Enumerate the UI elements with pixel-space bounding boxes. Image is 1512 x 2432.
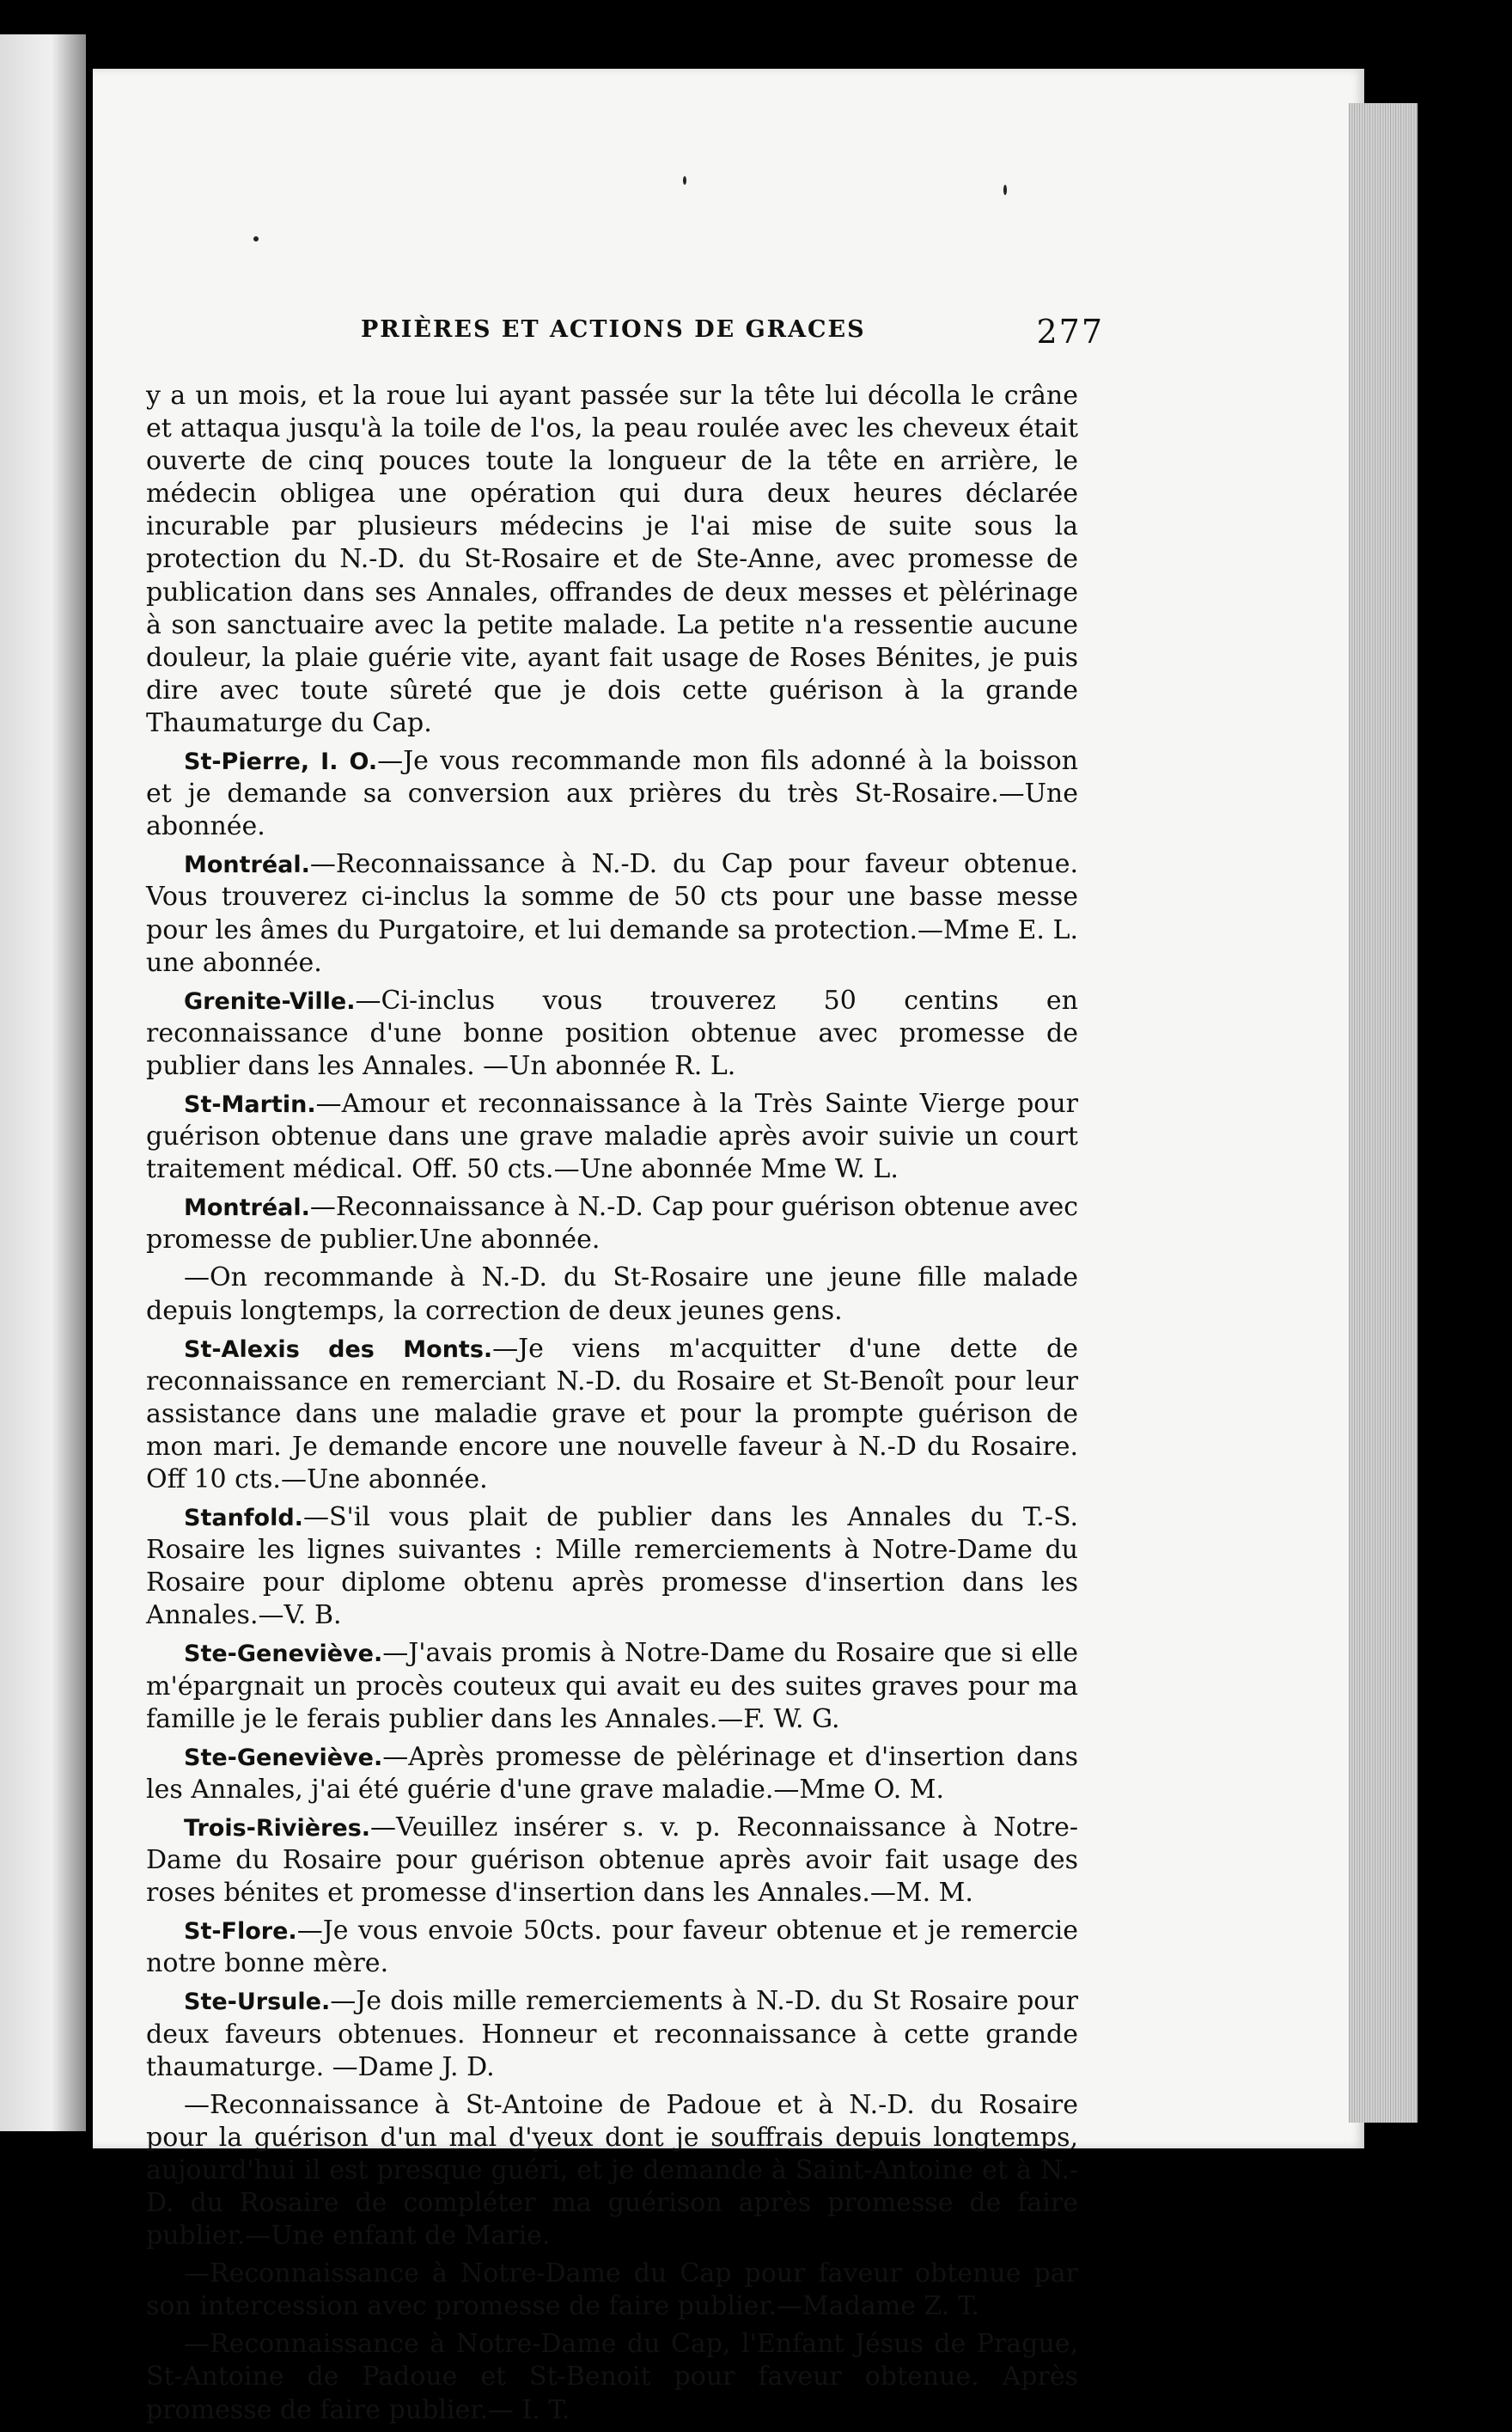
paragraph-text: —Je vous recommande mon fils adonné à la boisson et je demande sa conversion aux prières du très St-Rosaire.—Une abonnée. (146, 746, 1078, 842)
place-name: St-Alexis des Monts. (184, 1335, 493, 1363)
testimony-paragraph (146, 985, 1078, 1083)
testimony-paragraph (146, 1088, 1078, 1186)
place-name: Ste-Geneviève. (184, 1744, 383, 1771)
testimony-paragraph (146, 2089, 1078, 2252)
speck (1003, 185, 1007, 195)
testimony-paragraph (146, 2328, 1078, 2426)
testimony-paragraph (146, 1812, 1078, 1910)
place-name: Stanfold. (184, 1505, 303, 1532)
speck (683, 176, 686, 185)
testimony-paragraph (146, 1501, 1078, 1632)
paragraph-text: —Reconnaissance à N.-D. Cap pour guérison obtenue avec promesse de publier.Une abonnée. (146, 1192, 1078, 1256)
paragraph-text: —Je viens m'acquitter d'une dette de reconnaissance en remerciant N.-D. du Rosaire et St-Benoît pour leur assistance dans une maladie grave et pour la prompte guérison de mon mari. Je demande encore une nouvelle faveur à N.-D du Rosaire. Off 10 cts.—Une abonnée. (146, 1333, 1078, 1494)
place-name: Montréal. (184, 1195, 310, 1222)
testimony-paragraph (146, 745, 1078, 843)
paragraph-text: —Ci-inclus vous trouverez 50 centins en reconnaissance d'une bonne position obtenue avec promesse de publier dans les Annales. —Un abonnée R. L. (146, 985, 1078, 1081)
place-name: Ste-Geneviève. (184, 1641, 383, 1668)
paragraph-text: —Amour et reconnaissance à la Très Sainte Vierge pour guérison obtenue dans une grave maladie après avoir suivie un court traitement médical. Off. 50 cts.—Une abonnée Mme W. L. (146, 1088, 1078, 1185)
running-header: PRIÈRES ET ACTIONS DE GRACES (361, 316, 866, 343)
background-shadow (1418, 120, 1512, 2105)
speck (253, 236, 259, 241)
testimony-paragraph (146, 1637, 1078, 1735)
place-name: St-Flore. (184, 1918, 297, 1946)
paragraph-text: —Reconnaissance à St-Antoine de Padoue et à N.-D. du Rosaire pour la guérison d'un mal d'yeux dont je souffrais depuis longtemps, aujourd'hui il est presque guéri, et je demande à Saint-Antoine et à N.-D. du Rosaire de compléter ma guérison après promesse de faire publier.—Une enfant de Marie. (146, 2089, 1078, 2252)
testimony-paragraph (146, 2258, 1078, 2323)
paragraph-text: —Après promesse de pèlérinage et d'insertion dans les Annales, j'ai été guérie d'une grave maladie.—Mme O. M. (146, 1741, 1078, 1805)
paragraph-text: —Reconnaissance à Notre-Dame du Cap, l'Enfant Jésus de Prague, St-Antoine de Padoue et St-Benoit pour faveur obtenue. Après promesse de faire publier.— I. T. (146, 2329, 1078, 2425)
testimony-paragraph (146, 1191, 1078, 1256)
paragraph-text: —J'avais promis à Notre-Dame du Rosaire que si elle m'épargnait un procès couteux qui avait eu des suites graves pour ma famille je le ferais publier dans les Annales.—F. W. G. (146, 1638, 1078, 1734)
paragraph-text: —Reconnaissance à N.-D. du Cap pour faveur obtenue. Vous trouverez ci-inclus la somme de 50 cts pour une basse messe pour les âmes du Purgatoire, et lui demande sa protection.—Mme E. L. une abonnée. (146, 849, 1078, 978)
place-name: Ste-Ursule. (184, 1989, 331, 2016)
paragraph-text: y a un mois, et la roue lui ayant passée sur la tête lui décolla le crâne et attaqua jusqu'à la toile de l'os, la peau roulée avec les cheveux était ouverte de cinq pouces toute la longueur de la tête en arrière, le médecin obligea une opération qui dura deux heures déclarée incurable par plusieurs médecins je l'ai mise de suite sous la protection du N.-D. du St-Rosaire et de Ste-Anne, avec promesse de publication dans ses Annales, offrandes de deux messes et pèlérinage à son sanctuaire avec la petite malade. La petite n'a ressentie aucune douleur, la plaie guérie vite, ayant fait usage de Roses Bénites, je puis dire avec toute sûreté que je dois cette guérison à la grande Thaumaturge du Cap. (146, 381, 1078, 738)
page-number: 277 (1036, 313, 1104, 351)
place-name: St-Martin. (184, 1091, 316, 1118)
paragraph-text: —On recommande à N.-D. du St-Rosaire une jeune fille malade depuis longtemps, la correction de deux jeunes gens. (146, 1262, 1078, 1326)
paragraph-text: —Veuillez insérer s. v. p. Reconnaissance à Notre-Dame du Rosaire pour guérison obtenue après avoir fait usage des roses bénites et promesse d'insertion dans les Annales.—M. M. (146, 1812, 1078, 1909)
body-text (146, 380, 1078, 2432)
paragraph-text: —S'il vous plait de publier dans les Annales du T.-S. Rosaire les lignes suivantes : Mille remerciements à Notre-Dame du Rosaire pour diplome obtenu après promesse d'insertion dans les Annales.—V. B. (146, 1502, 1078, 1631)
testimony-paragraph (146, 1915, 1078, 1980)
testimony-paragraph (146, 1333, 1078, 1496)
testimony-paragraph (146, 1985, 1078, 2083)
place-name: St-Pierre, I. O. (184, 749, 378, 776)
testimony-paragraph (146, 848, 1078, 979)
testimony-paragraph (146, 1741, 1078, 1806)
paragraph-text: —Je dois mille remerciements à N.-D. du St Rosaire pour deux faveurs obtenues. Honneur et reconnaissance à cette grande thaumaturge. —Dame J. D. (146, 1986, 1078, 2082)
testimony-paragraph (146, 1262, 1078, 1327)
place-name: Montréal. (184, 852, 310, 879)
paragraph-text: —Reconnaissance à Notre-Dame du Cap pour faveur obtenue par son intercession avec promesse de faire publier.—Madame Z. T. (146, 2258, 1078, 2322)
paragraph-text: —Je vous envoie 50cts. pour faveur obtenue et je remercie notre bonne mère. (146, 1916, 1078, 1979)
page-edges (1349, 103, 1418, 2123)
left-page-edge (0, 34, 86, 2131)
testimony-paragraph (146, 380, 1078, 740)
place-name: Grenite-Ville. (184, 987, 356, 1015)
place-name: Trois-Rivières. (184, 1814, 371, 1842)
